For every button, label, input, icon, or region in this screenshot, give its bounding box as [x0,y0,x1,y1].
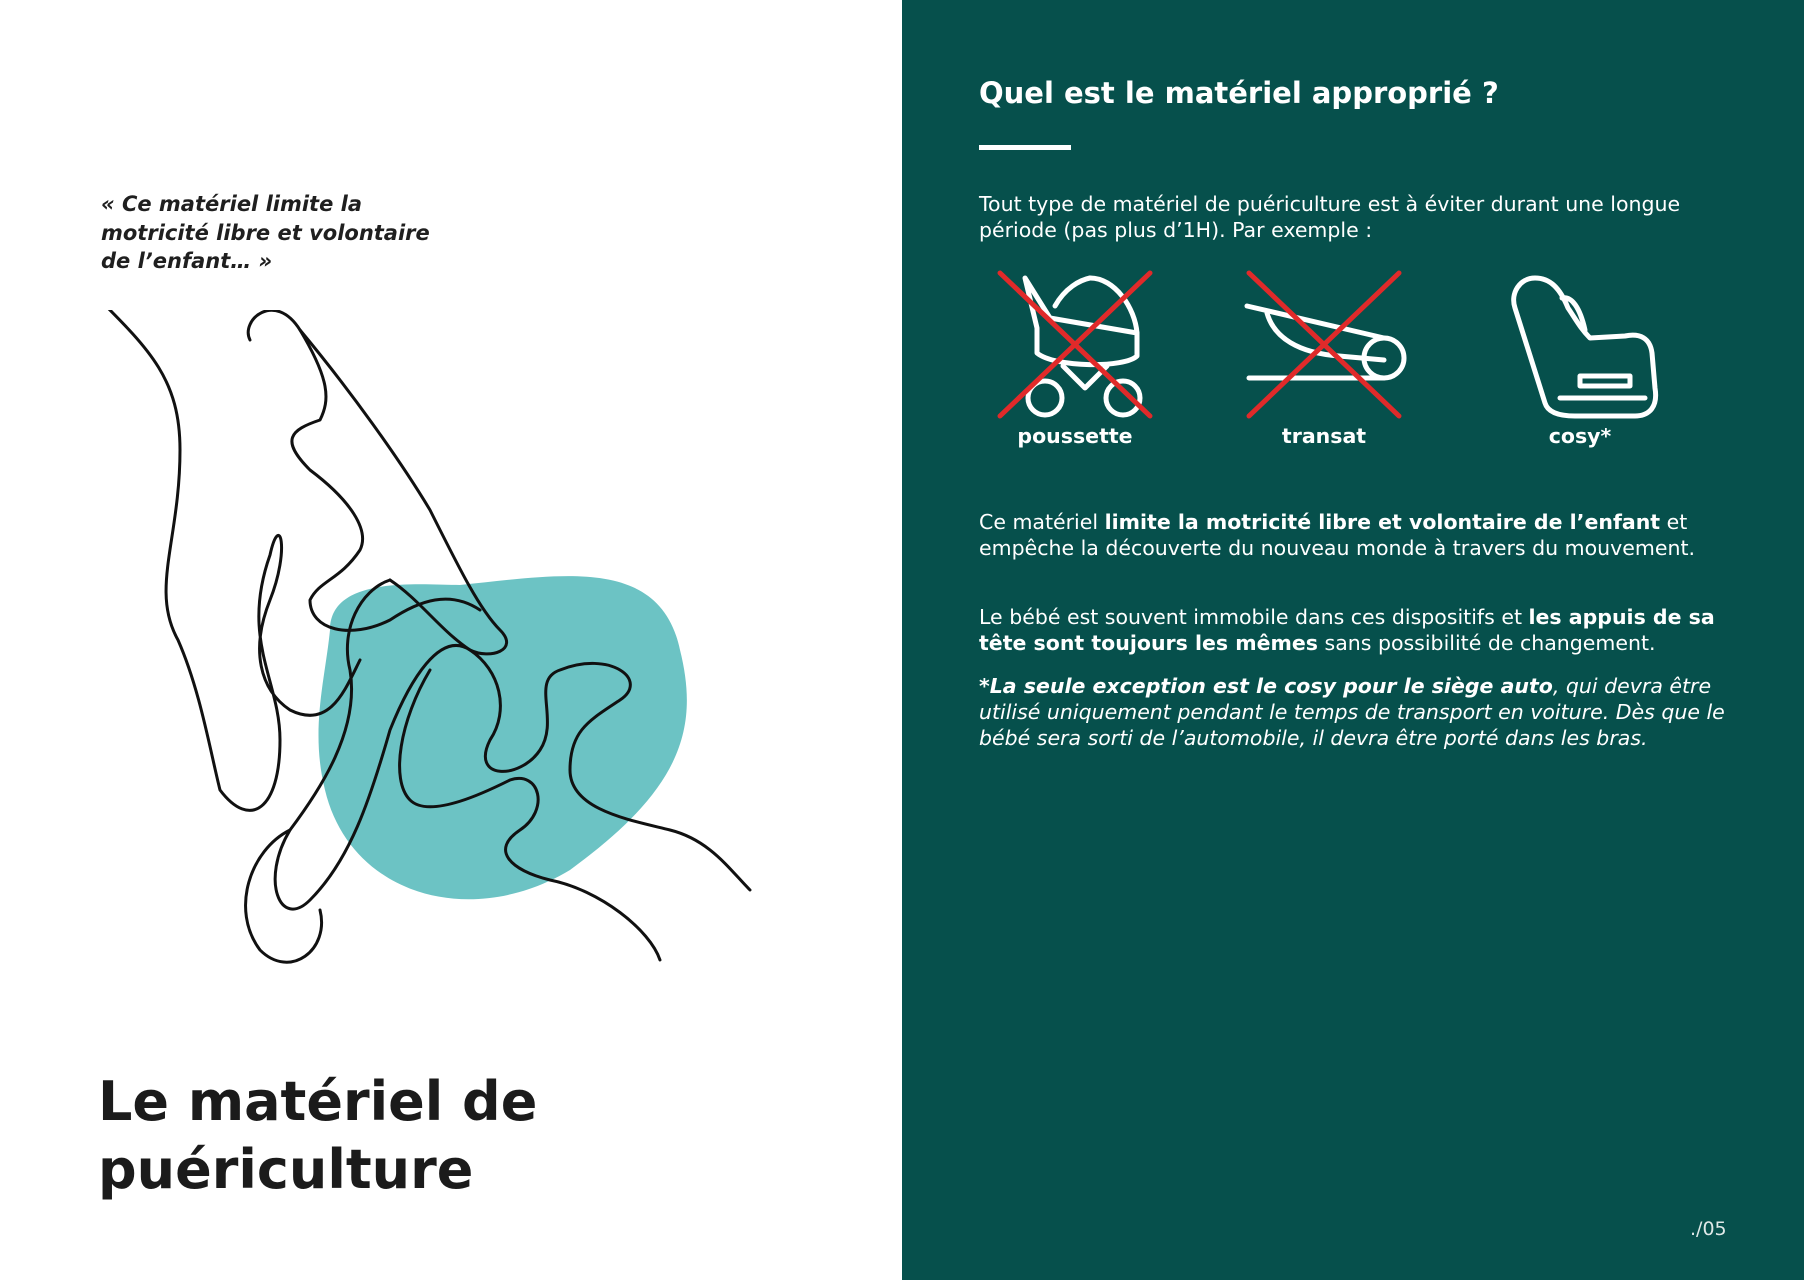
paragraph-exception: *La seule exception est le cosy pour le siège auto, qui devra être utilisé uniquement pendant le temps de transport en voiture. Dès que le bébé sera sorti de l’automobile, il devra être porté dans les bras. [979,674,1725,750]
pull-quote: « Ce matériel limite la motricité libre et volontaire de l’enfant… » [101,192,430,273]
item-bouncer [1224,268,1424,448]
title-underline [979,145,1071,150]
bouncer-icon [1239,268,1409,420]
paragraph-motricity: Ce matériel limite la motricité libre et volontaire de l’enfant et empêche la découverte du nouveau monde à travers du mouvement. [979,510,1696,560]
teal-blob [319,576,687,899]
bouncer-label: transat [1281,424,1367,448]
hands-illustration [90,310,810,990]
item-car-seat [1480,268,1680,448]
wrist-line [246,830,322,962]
car-seat-label: cosy* [1548,424,1612,448]
right-page [902,0,1804,1280]
page-title: Le matériel de puériculture [98,1070,538,1201]
car-seat-icon [1500,268,1660,420]
intro-text: Tout type de matériel de puériculture est à éviter durant une longue période (pas plus d’1H). Par exemple : [979,192,1681,242]
section-title: Quel est le matériel approprié ? [979,76,1499,110]
item-stroller [975,268,1175,448]
stroller-icon [995,268,1155,420]
paragraph-head-support: Le bébé est souvent immobile dans ces dispositifs et les appuis de sa tête sont toujours les mêmes sans possibilité de changement. [979,605,1715,655]
stroller-label: poussette [1017,424,1133,448]
adult-finger-line [248,310,480,630]
page-number: ./05 [1690,1218,1727,1240]
